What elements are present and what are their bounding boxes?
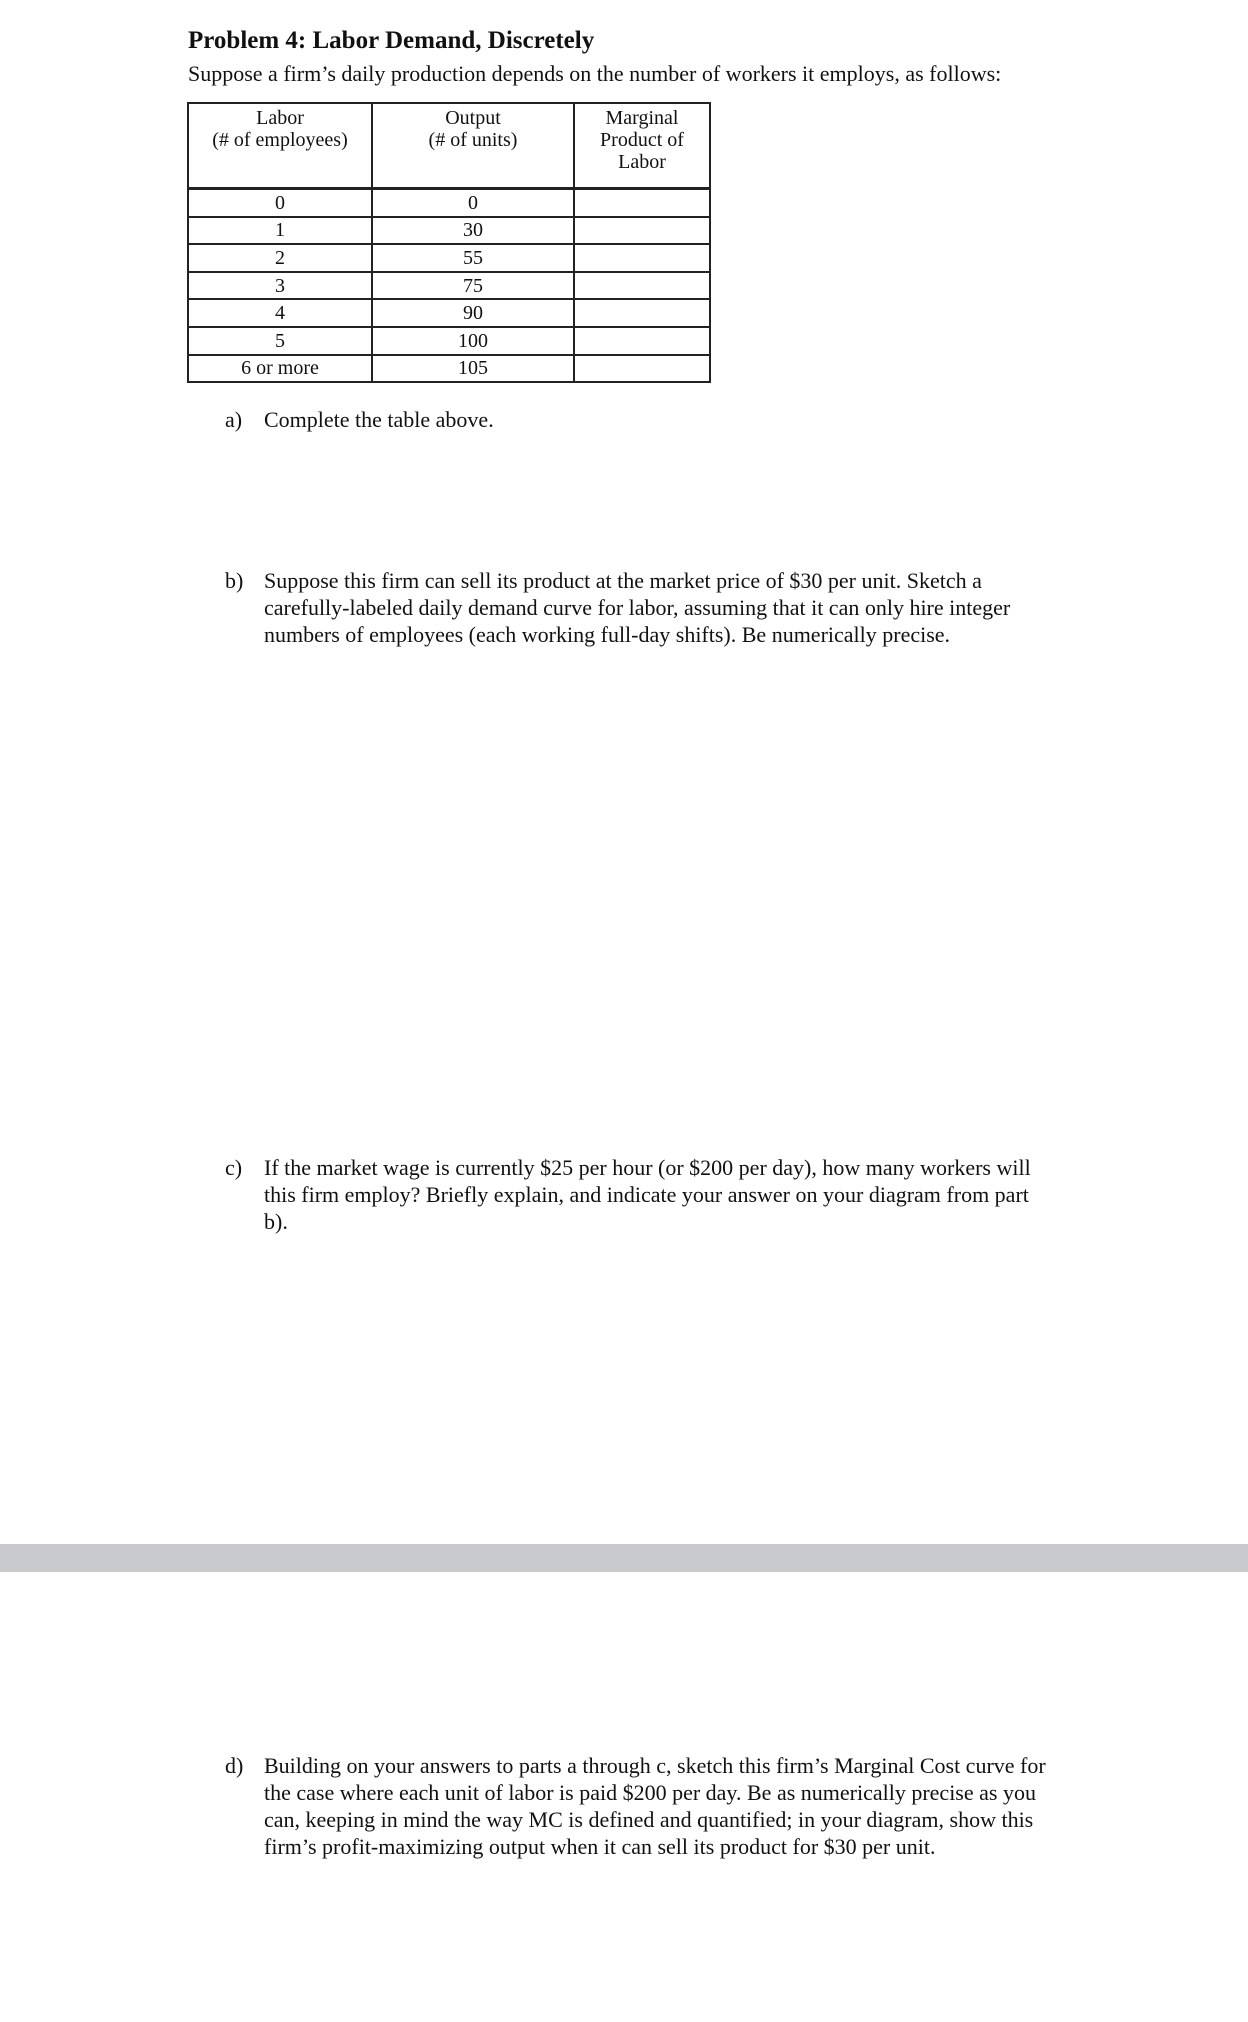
- problem-title: Problem 4: Labor Demand, Discretely: [188, 27, 595, 54]
- part-c-line: this firm employ? Briefly explain, and indicate your answer on your diagram from part: [264, 1182, 1029, 1207]
- table-row: [188, 327, 710, 355]
- header-labor-line-1: Labor: [256, 107, 304, 129]
- table-row: [188, 355, 710, 383]
- part-c-line: If the market wage is currently $25 per hour (or $200 per day), how many workers will: [264, 1155, 1031, 1180]
- problem-intro: Suppose a firm’s daily production depends on the number of workers it employs, as follows:: [188, 61, 1002, 86]
- labor-cell: 1: [188, 217, 372, 245]
- mpl-cell-blank[interactable]: [574, 244, 710, 272]
- part-a-line: Complete the table above.: [264, 407, 494, 432]
- output-cell: 105: [372, 355, 574, 383]
- mpl-cell-blank[interactable]: [574, 327, 710, 355]
- output-cell: 0: [372, 189, 574, 217]
- table-row: [188, 189, 710, 217]
- output-cell: 75: [372, 272, 574, 300]
- table-row: [188, 299, 710, 327]
- labor-cell: 0: [188, 189, 372, 217]
- part-d-line: Building on your answers to parts a through c, sketch this firm’s Marginal Cost curve for: [264, 1753, 1046, 1778]
- mpl-cell-blank[interactable]: [574, 299, 710, 327]
- part-b-line: carefully-labeled daily demand curve for labor, assuming that it can only hire integer: [264, 595, 1011, 620]
- labor-cell: 6 or more: [188, 355, 372, 383]
- mpl-cell-blank[interactable]: [574, 272, 710, 300]
- production-table: [187, 102, 711, 383]
- part-d-line: can, keeping in mind the way MC is defined and quantified; in your diagram, show this: [264, 1807, 1034, 1832]
- labor-cell: 3: [188, 272, 372, 300]
- header-mpl-line-2: Product of: [600, 129, 684, 151]
- labor-cell: 4: [188, 299, 372, 327]
- part-b-line: numbers of employees (each working full-day shifts). Be numerically precise.: [264, 622, 951, 647]
- header-mpl-line-1: Marginal: [605, 107, 679, 129]
- table-header-row: [188, 103, 710, 189]
- labor-cell: 5: [188, 327, 372, 355]
- part-d-line: the case where each unit of labor is paid $200 per day. Be as numerically precise as you: [264, 1780, 1036, 1805]
- part-b-label: b): [225, 568, 244, 593]
- table-row: [188, 272, 710, 300]
- header-output: [372, 103, 574, 189]
- header-output-line-2: (# of units): [428, 129, 518, 151]
- header-labor-line-2: (# of employees): [212, 129, 348, 151]
- output-cell: 100: [372, 327, 574, 355]
- part-c-line: b).: [264, 1209, 288, 1234]
- part-c-label: c): [225, 1155, 243, 1180]
- part-a-text: [264, 406, 1124, 433]
- part-d-line: firm’s profit-maximizing output when it can sell its product for $30 per unit.: [264, 1834, 936, 1859]
- output-cell: 90: [372, 299, 574, 327]
- header-output-line-1: Output: [445, 107, 501, 129]
- part-d-text: [264, 1752, 1124, 1860]
- output-cell: 55: [372, 244, 574, 272]
- part-d-label: d): [225, 1753, 244, 1778]
- table-row: [188, 244, 710, 272]
- part-b-text: [264, 567, 1124, 648]
- mpl-cell-blank[interactable]: [574, 189, 710, 217]
- table-row: [188, 217, 710, 245]
- output-cell: 30: [372, 217, 574, 245]
- header-mpl-line-3: Labor: [618, 151, 666, 173]
- labor-cell: 2: [188, 244, 372, 272]
- mpl-cell-blank[interactable]: [574, 217, 710, 245]
- header-labor: [188, 103, 372, 189]
- part-c-text: [264, 1154, 1124, 1235]
- part-a-label: a): [225, 407, 243, 432]
- page-separator: [0, 1544, 1248, 1572]
- part-b-line: Suppose this firm can sell its product at the market price of $30 per unit. Sketch a: [264, 568, 982, 593]
- mpl-cell-blank[interactable]: [574, 355, 710, 383]
- header-marginal-product: [574, 103, 710, 189]
